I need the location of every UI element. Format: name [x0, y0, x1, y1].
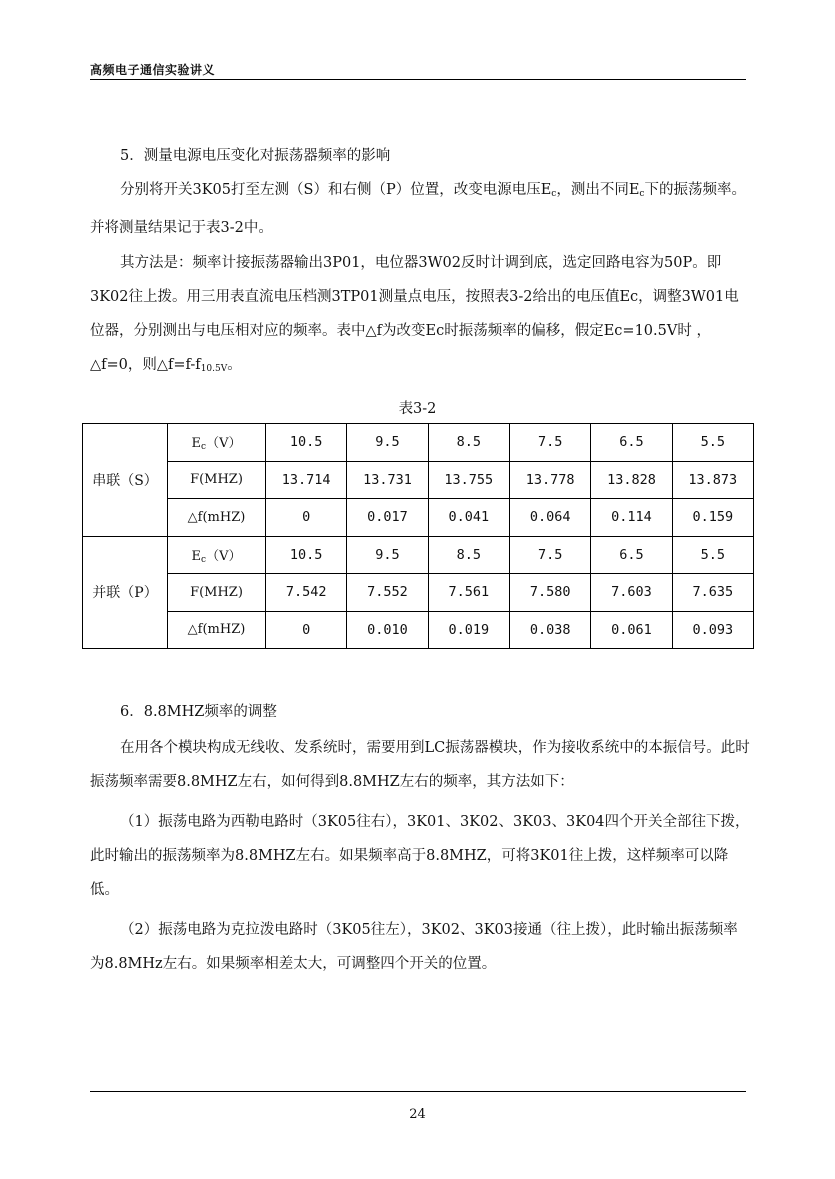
- section5-p1-subscript: c: [551, 189, 557, 199]
- table-cell: 7.5: [509, 536, 590, 574]
- table-cell: 0.114: [591, 499, 672, 537]
- row-label-frequency: F(MHZ): [168, 461, 266, 499]
- table-row: [83, 536, 754, 574]
- table-cell: 0.159: [672, 499, 753, 537]
- table-cell: 6.5: [591, 424, 672, 462]
- table-row: [83, 611, 754, 649]
- table-cell: 13.714: [266, 461, 347, 499]
- section6-paragraph-3: （2）振荡电路为克拉泼电路时（3K05往左），3K02、3K03接通（往上拨），此时输出振荡频率为8.8MHz左右。如果频率相差太大，可调整四个开关的位置。: [90, 922, 738, 972]
- table-cell: 0.017: [347, 499, 428, 537]
- table-cell: 0.061: [591, 611, 672, 649]
- table-cell: 0.064: [509, 499, 590, 537]
- row-label-voltage: $E_c(V)$: [168, 424, 266, 462]
- table-cell: 0.041: [428, 499, 509, 537]
- section5-p1-part-c: 下的振荡频率。并将测量结果记于表3-2中。: [90, 182, 746, 236]
- table-caption: 表3-2: [398, 401, 437, 417]
- table-cell: 13.755: [428, 461, 509, 499]
- page-number: 24: [409, 1107, 426, 1122]
- table-cell: 0.038: [509, 611, 590, 649]
- table-cell: 8.5: [428, 424, 509, 462]
- table-cell: 7.542: [266, 574, 347, 612]
- table-cell: 13.828: [591, 461, 672, 499]
- table-cell: 7.580: [509, 574, 590, 612]
- section5-paragraph-2: [90, 246, 750, 386]
- table-cell: 13.873: [672, 461, 753, 499]
- table-row: [83, 574, 754, 612]
- table-cell: 0: [266, 611, 347, 649]
- table-cell: 6.5: [591, 536, 672, 574]
- section6-paragraph-2: （1）振荡电路为西勒电路时（3K05往右），3K01、3K02、3K03、3K04四个开关全部往下拨，此时输出的振荡频率为8.8MHZ左右。如果频率高于8.8MHZ，可将3K01往上拨，这样频率可以降低。: [90, 814, 750, 898]
- section5-p1-subscript-2: c: [639, 189, 645, 199]
- table-row: [83, 461, 754, 499]
- table-cell: 9.5: [347, 424, 428, 462]
- section6-heading: 6．8.8MHZ频率的调整: [120, 704, 277, 720]
- table-cell: 0.019: [428, 611, 509, 649]
- table-cell: 7.552: [347, 574, 428, 612]
- table-row: [83, 424, 754, 462]
- table-cell: 0.010: [347, 611, 428, 649]
- table-cell: 0.093: [672, 611, 753, 649]
- table-cell: 5.5: [672, 536, 753, 574]
- table-cell: 7.561: [428, 574, 509, 612]
- section5-p1-part-a: 分别将开关3K05打至左测（S）和右侧（P）位置，改变电源电压E: [120, 182, 552, 198]
- table-row: [83, 499, 754, 537]
- header-rule: [90, 79, 746, 80]
- section6-paragraph-1: 在用各个模块构成无线收、发系统时，需要用到LC振荡器模块，作为接收系统中的本振信号。此时振荡频率需要8.8MHZ左右，如何得到8.8MHZ左右的频率，其方法如下：: [90, 740, 750, 790]
- footer-rule: [90, 1091, 746, 1092]
- section5-p2-subscript: 10.5V: [200, 364, 228, 374]
- table-cell: 13.778: [509, 461, 590, 499]
- row-label-delta-f: △f(mHZ): [168, 611, 266, 649]
- section5-p2-text: 其方法是：频率计接振荡器输出3P01，电位器3W02反时计调到底，选定回路电容为50P。即3K02往上拨。用三用表直流电压档测3TP01测量点电压，按照表3-2给出的电压值Ec，调整3W01电位器，分别测出与电压相对应的频率。表中△f为改变Ec时振荡频率的偏移，假定Ec=10.5V时 ，△f=0，则△f=f-f: [90, 255, 739, 373]
- row-label-delta-f: △f(mHZ): [168, 499, 266, 537]
- row-label-frequency: F(MHZ): [168, 574, 266, 612]
- row-label-voltage: $E_c(V)$: [168, 536, 266, 574]
- header-title: 高频电子通信实验讲义: [90, 63, 216, 77]
- table-cell: 5.5: [672, 424, 753, 462]
- section5-p2-end: 。: [227, 357, 242, 373]
- table-cell: 10.5: [266, 424, 347, 462]
- table-cell: 10.5: [266, 536, 347, 574]
- table-cell: 8.5: [428, 536, 509, 574]
- group-label-series: 串联（S）: [83, 424, 168, 537]
- measurement-table: [82, 423, 754, 649]
- section5-paragraph-1: [90, 173, 750, 245]
- table-cell: 7.603: [591, 574, 672, 612]
- table-cell: 9.5: [347, 536, 428, 574]
- group-label-parallel: 并联（P）: [83, 536, 168, 649]
- table-cell: 7.635: [672, 574, 753, 612]
- table-cell: 0: [266, 499, 347, 537]
- section5-heading: 5．测量电源电压变化对振荡器频率的影响: [120, 148, 391, 164]
- table-cell: 7.5: [509, 424, 590, 462]
- table-cell: 13.731: [347, 461, 428, 499]
- section5-p1-part-b: ，测出不同E: [556, 182, 640, 198]
